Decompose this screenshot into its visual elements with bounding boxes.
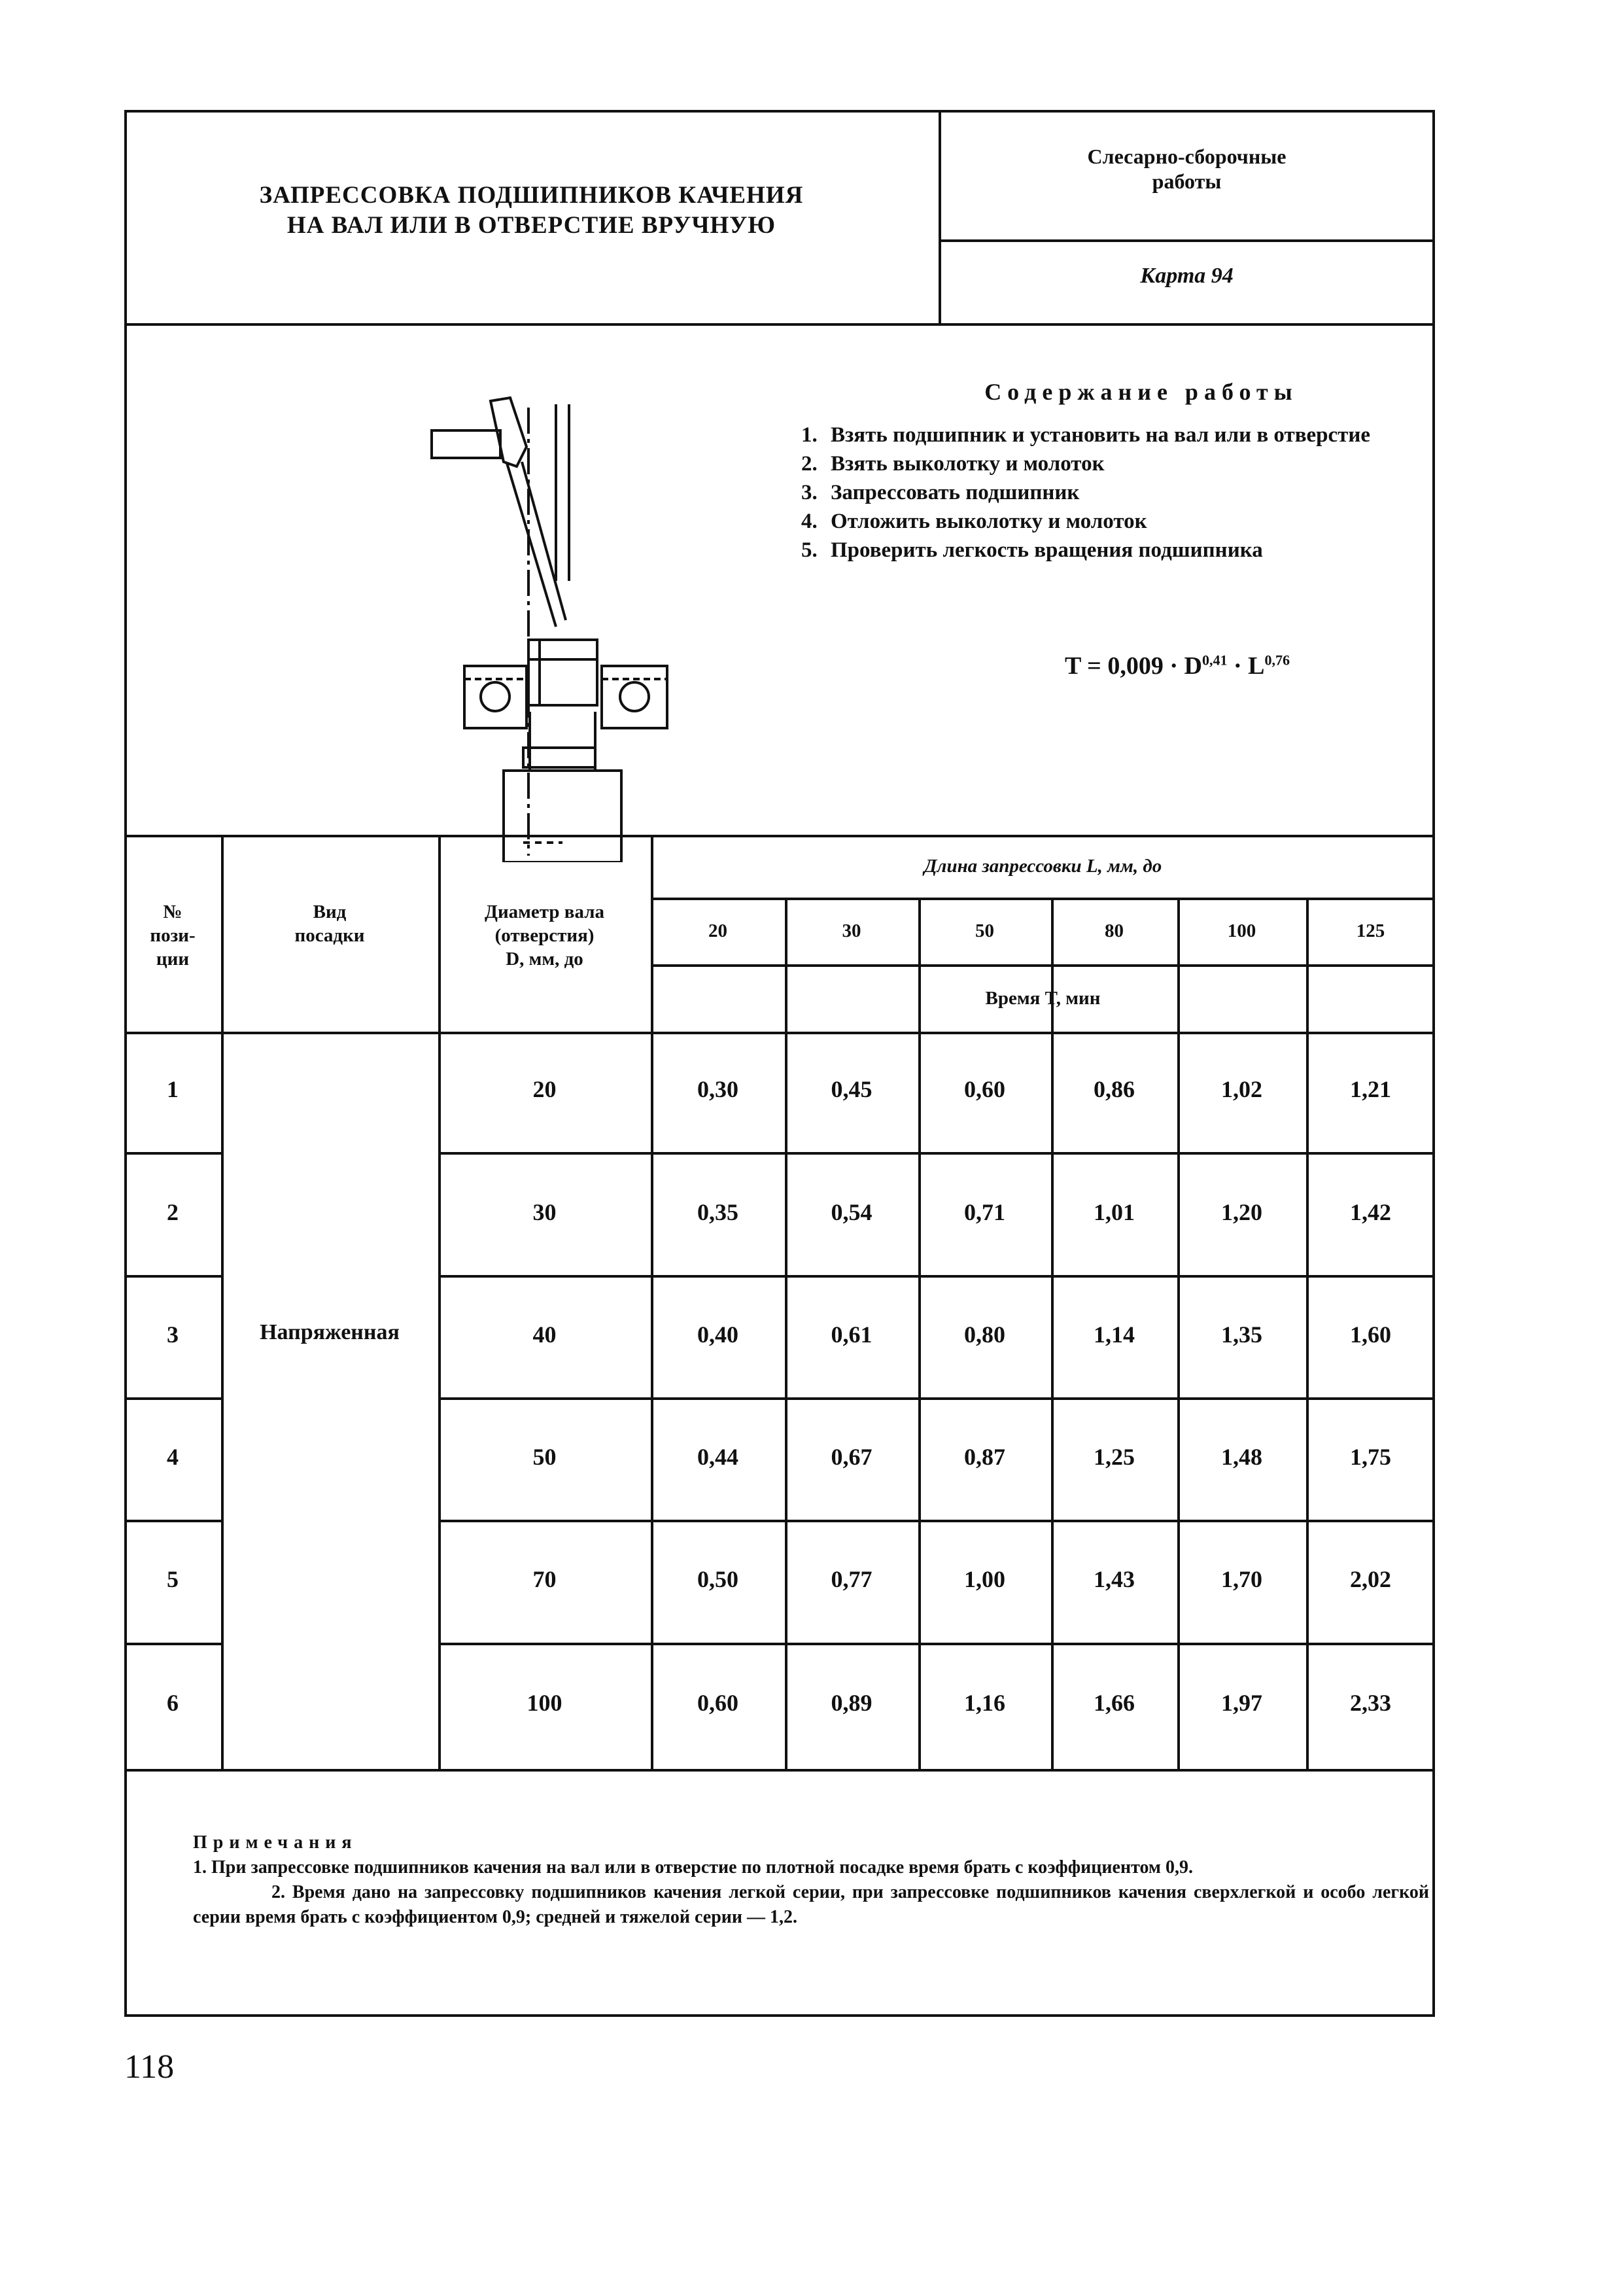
notes-title: Примечания [193, 1832, 358, 1853]
row-line [124, 1520, 221, 1522]
length-value: 125 [1356, 920, 1385, 941]
time-cell: 0,60 [697, 1690, 738, 1716]
bearing-left [464, 666, 527, 728]
work-step: 1. Взять подшипник и установить на вал или в отверстие [801, 423, 1371, 447]
drift-line [507, 463, 556, 627]
time-formula: T = 0,009 · D$^{0,41}$ · L$^{0,76}$ [1065, 652, 1290, 680]
work-steps [788, 421, 1426, 565]
time-cell: 0,44 [697, 1444, 738, 1470]
row-line [438, 1152, 1435, 1155]
time-cell: 1,16 [964, 1690, 1005, 1716]
time-cell: 0,54 [831, 1199, 872, 1225]
table-bottom-line [124, 1769, 1435, 1772]
time-cell: 1,60 [1350, 1321, 1391, 1348]
diameter-cell: 30 [532, 1199, 557, 1225]
col-header-position: № пози- ции [150, 901, 196, 970]
col-header-diameter: Диаметр вала (отверстия) D, мм, до [485, 901, 604, 970]
frame-left [124, 110, 127, 2017]
table-header-line [651, 898, 1435, 900]
shaft-collar [523, 748, 595, 767]
row-line [438, 1397, 1435, 1400]
diameter-cell: 20 [532, 1076, 557, 1102]
header-subdivider [939, 239, 1435, 242]
time-cell: 0,89 [831, 1690, 872, 1716]
position-cell: 5 [167, 1566, 179, 1592]
time-cell: 1,21 [1350, 1076, 1391, 1102]
hammer-head [432, 430, 500, 458]
time-cell: 1,01 [1094, 1199, 1135, 1225]
time-cell: 1,70 [1221, 1566, 1262, 1592]
time-cell: 0,35 [697, 1199, 738, 1225]
press-fit-illustration [419, 385, 811, 862]
time-cell: 1,75 [1350, 1444, 1391, 1470]
time-cell: 1,20 [1221, 1199, 1262, 1225]
card-title: ЗАПРЕССОВКА ПОДШИПНИКОВ КАЧЕНИЯ НА ВАЛ ИЛИ В ОТВЕРСТИЕ ВРУЧНУЮ [259, 182, 804, 239]
card-number: Карта 94 [1140, 264, 1234, 288]
diameter-cell: 100 [527, 1690, 562, 1716]
work-step: 3. Запрессовать подшипник [801, 481, 1080, 504]
notes [193, 1830, 1429, 1930]
time-cell: 1,25 [1094, 1444, 1135, 1470]
time-cell: 0,50 [697, 1566, 738, 1592]
work-step: 2. Взять выколотку и молоток [801, 452, 1105, 476]
header-divider [939, 110, 941, 326]
table-col-line [651, 835, 653, 1772]
work-step: 5. Проверить легкость вращения подшипника [801, 538, 1263, 562]
time-cell: 1,00 [964, 1566, 1005, 1592]
time-cell: 1,14 [1094, 1321, 1135, 1348]
time-cell: 1,97 [1221, 1690, 1262, 1716]
frame-top [124, 110, 1435, 113]
time-cell: 0,77 [831, 1566, 872, 1592]
position-cell: 6 [167, 1690, 179, 1716]
time-cell: 0,71 [964, 1199, 1005, 1225]
row-line [124, 1152, 221, 1155]
position-cell: 1 [167, 1076, 179, 1102]
contents-heading: Содержание работы [984, 379, 1298, 405]
col-header-fit: Вид посадки [294, 901, 365, 946]
operation-card [124, 110, 1435, 2046]
length-value: 30 [842, 920, 861, 941]
time-cell: 0,61 [831, 1321, 872, 1348]
fit-type-cell: Напряженная [260, 1320, 400, 1344]
time-cell: 0,86 [1094, 1076, 1135, 1102]
time-cell: 0,45 [831, 1076, 872, 1102]
length-value: 100 [1227, 920, 1256, 941]
time-cell: 1,35 [1221, 1321, 1262, 1348]
row-line [438, 1520, 1435, 1522]
shaft-body [504, 771, 621, 862]
time-cell: 1,43 [1094, 1566, 1135, 1592]
hammer-handle [491, 398, 527, 466]
work-type: Слесарно-сборочные работы [1087, 145, 1287, 193]
diameter-cell: 70 [532, 1566, 557, 1592]
time-cell: 1,02 [1221, 1076, 1262, 1102]
note-1: 1. При запрессовке подшипников качения на вал или в отверстие по плотной посадке время брать с коэффициентом 0,9. [193, 1857, 1194, 1878]
length-value: 80 [1105, 920, 1124, 941]
table-col-line [221, 835, 224, 1772]
position-cell: 2 [167, 1199, 179, 1225]
table-col-line [438, 835, 441, 1772]
time-cell: 2,02 [1350, 1566, 1391, 1592]
length-value: 50 [975, 920, 994, 941]
time-header: Время T, мин [985, 988, 1101, 1009]
header-bottom-line [124, 323, 1435, 326]
table-top-line [124, 835, 1435, 837]
row-line [124, 1397, 221, 1400]
time-cell: 0,40 [697, 1321, 738, 1348]
bearing-right [602, 666, 667, 728]
page-number: 118 [124, 2048, 175, 2086]
row-line [124, 1643, 221, 1645]
time-cell: 1,48 [1221, 1444, 1262, 1470]
time-cell: 0,60 [964, 1076, 1005, 1102]
diameter-cell: 50 [532, 1444, 557, 1470]
frame-bottom [124, 2014, 1435, 2017]
work-step: 4. Отложить выколотку и молоток [801, 510, 1147, 533]
length-value: 20 [708, 920, 727, 941]
diameter-cell: 40 [532, 1321, 557, 1348]
time-cell: 1,42 [1350, 1199, 1391, 1225]
table-header-bottom [124, 1032, 1435, 1034]
row-line [438, 1275, 1435, 1278]
row-line [124, 1275, 221, 1278]
note-2: 2. Время дано на запрессовку подшипников качения легкой серии, при запрессовке подшипников качения сверхлегкой и особо легкой серии время брать с коэффициентом 0,9; средней и тяжелой серии — 1,2. [193, 1882, 1429, 1927]
position-cell: 4 [167, 1444, 179, 1470]
time-cell: 2,33 [1350, 1690, 1391, 1716]
time-cell: 0,67 [831, 1444, 872, 1470]
frame-right [1432, 110, 1435, 2017]
time-cell: 1,66 [1094, 1690, 1135, 1716]
table-header-line [651, 964, 1435, 967]
time-cell: 0,87 [964, 1444, 1005, 1470]
position-cell: 3 [167, 1321, 179, 1348]
time-cell: 0,80 [964, 1321, 1005, 1348]
time-cell: 0,30 [697, 1076, 738, 1102]
row-line [438, 1643, 1435, 1645]
length-header: Длина запрессовки L, мм, до [924, 856, 1162, 877]
